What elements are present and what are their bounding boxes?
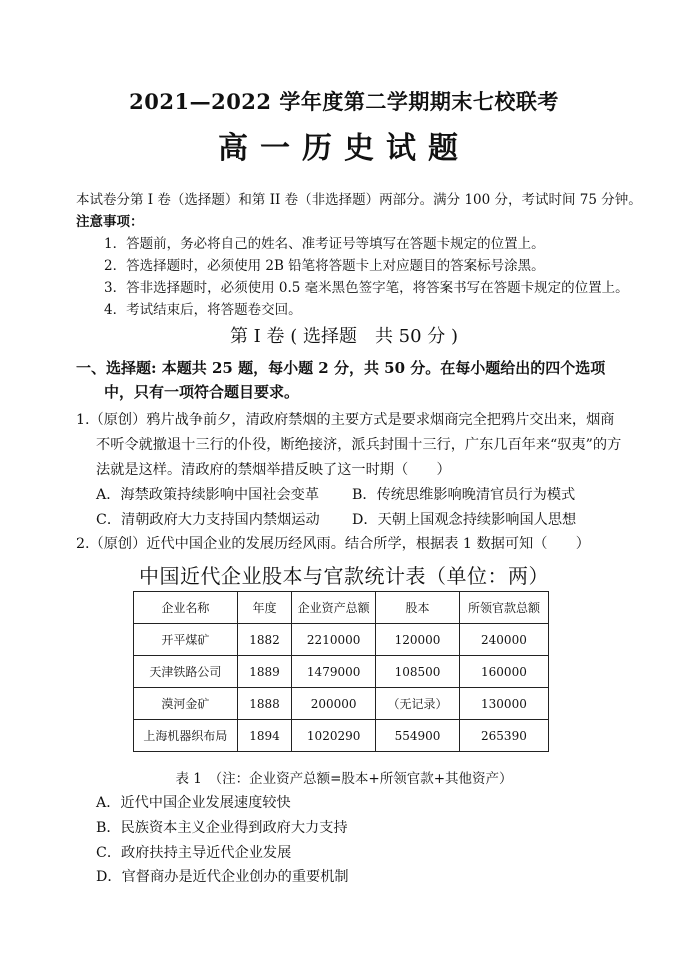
part1-instruction-line2: 中，只有一项符合题目要求。 <box>104 383 300 401</box>
table-row <box>134 688 549 720</box>
notice-item: 1．答题前，务必将自己的姓名、准考证号等填写在答题卡规定的位置上。 <box>104 236 545 252</box>
q2-stem: 2.（原创）近代中国企业的发展历经风雨。结合所学，根据表 1 数据可知（ ） <box>76 536 590 552</box>
table-cell: 上海机器织布局 <box>134 720 238 752</box>
q1-option-d: D．天朝上国观念持续影响国人思想 <box>352 512 577 528</box>
table-header-cell: 股本 <box>376 592 460 624</box>
q2-option-a: A．近代中国企业发展速度较快 <box>96 795 291 811</box>
table-cell: 108500 <box>376 656 460 688</box>
table-header-cell: 所领官款总额 <box>459 592 548 624</box>
notice-item: 4．考试结束后，将答题卷交回。 <box>104 302 302 318</box>
q1-stem-line: 法就是这样。清政府的禁烟举措反映了这一时期（ ） <box>96 462 451 478</box>
table-cell: 1888 <box>237 688 291 720</box>
table-title: 中国近代企业股本与官款统计表（单位：两） <box>139 564 549 588</box>
table-header-cell: 年度 <box>237 592 291 624</box>
table-cell: 554900 <box>376 720 460 752</box>
notice-item: 2．答选择题时，必须使用 2B 铅笔将答题卡上对应题目的答案标号涂黑。 <box>104 258 545 274</box>
q1-stem-line: 不听令就撤退十三行的仆役，断绝接济，派兵封围十三行，广东几百年来“驭夷”的方 <box>96 437 622 453</box>
table-cell: 1894 <box>237 720 291 752</box>
table-header-cell: 企业资产总额 <box>292 592 376 624</box>
table-row <box>134 656 549 688</box>
table-cell: 1479000 <box>292 656 376 688</box>
table-cell: 120000 <box>376 624 460 656</box>
table-row <box>134 720 549 752</box>
q2-option-d: D．官督商办是近代企业创办的重要机制 <box>96 869 349 885</box>
table-cell: 130000 <box>459 688 548 720</box>
table-cell: 漠河金矿 <box>134 688 238 720</box>
table-cell: 1889 <box>237 656 291 688</box>
notice-item: 3．答非选择题时，必须使用 0.5 毫米黑色签字笔，将答案书写在答题卡规定的位置上。 <box>104 280 629 296</box>
table-header-row <box>134 592 549 624</box>
q1-option-b: B．传统思维影响晚清官员行为模式 <box>352 487 576 503</box>
q1-option-a: A．海禁政策持续影响中国社会变革 <box>96 487 320 503</box>
table-cell: 开平煤矿 <box>134 624 238 656</box>
section-title: 第 I 卷 ( 选择题 共 50 分 ) <box>229 326 459 347</box>
table-cell: 1882 <box>237 624 291 656</box>
exam-subtitle: 高一历史试题 <box>218 131 470 166</box>
part1-instruction-line1: 一、选择题: 本题共 25 题，每小题 2 分，共 50 分。在每小题给出的四个选项 <box>76 359 606 377</box>
table-cell: （无记录） <box>376 688 460 720</box>
q1-stem-line: 1.（原创）鸦片战争前夕，清政府禁烟的主要方式是要求烟商完全把鸦片交出来，烟商 <box>76 412 615 428</box>
table-cell: 160000 <box>459 656 548 688</box>
enterprise-table <box>133 591 549 752</box>
q2-option-c: C．政府扶持主导近代企业发展 <box>96 845 292 861</box>
table-header-cell: 企业名称 <box>134 592 238 624</box>
table-cell: 1020290 <box>292 720 376 752</box>
table-cell: 265390 <box>459 720 548 752</box>
table-cell: 天津铁路公司 <box>134 656 238 688</box>
q2-option-b: B．民族资本主义企业得到政府大力支持 <box>96 820 348 836</box>
table-row <box>134 624 549 656</box>
notice-heading: 注意事项： <box>76 214 144 230</box>
exam-title: 2021—2022 学年度第二学期期末七校联考 <box>129 89 559 114</box>
table-caption: 表 1 （注：企业资产总额=股本+所领官款+其他资产） <box>175 771 513 787</box>
intro-text: 本试卷分第 I 卷（选择题）和第 II 卷（非选择题）两部分。满分 100 分，考试时间 75 分钟。 <box>76 192 642 208</box>
table-cell: 240000 <box>459 624 548 656</box>
table-cell: 200000 <box>292 688 376 720</box>
q1-option-c: C．清朝政府大力支持国内禁烟运动 <box>96 512 320 528</box>
table-cell: 2210000 <box>292 624 376 656</box>
